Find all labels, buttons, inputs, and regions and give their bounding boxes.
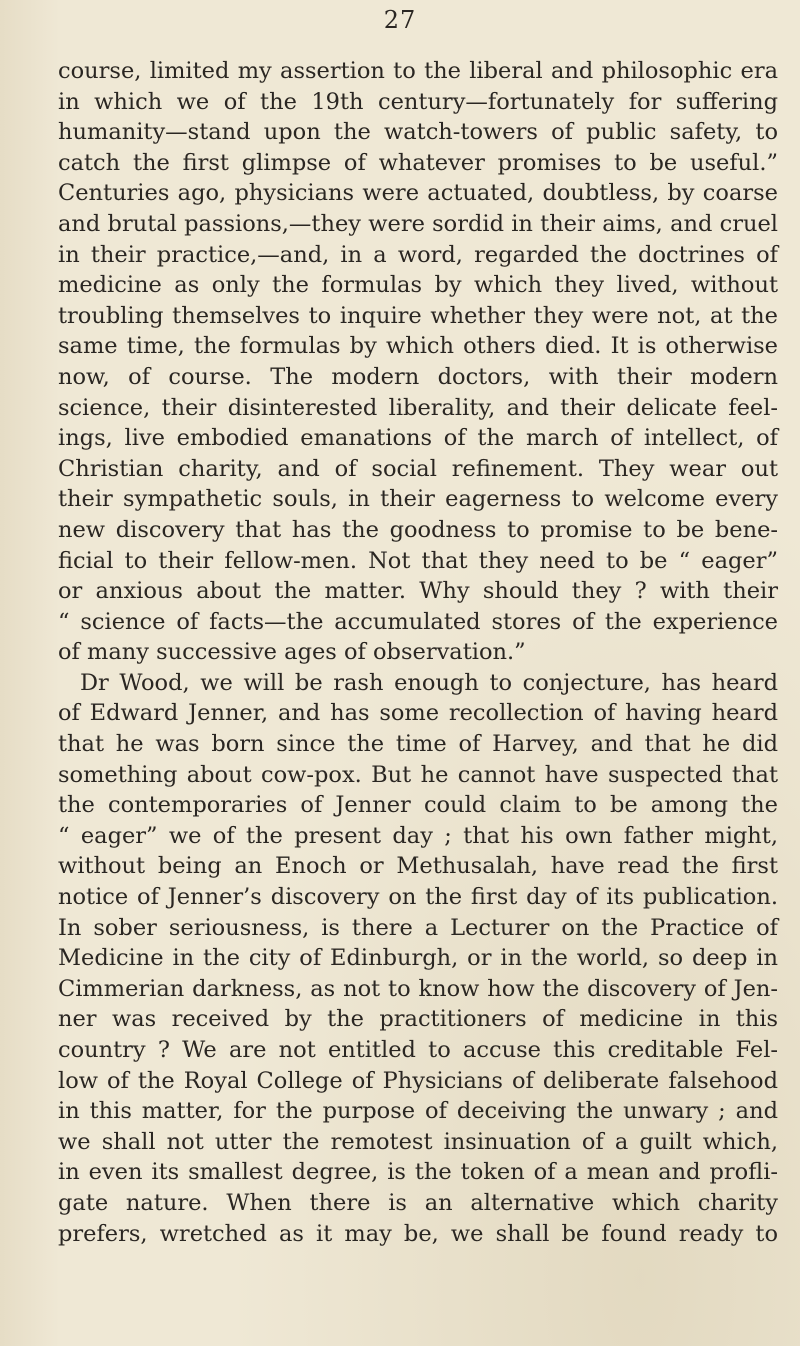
text-line: of many successive ages of observation.” [58, 639, 526, 666]
text-line: ings, live embodied emanations of the march of intellect, of [58, 425, 778, 452]
text-line: troubling themselves to inquire whether they were not, at the [58, 302, 778, 329]
text-line: and brutal passions,—they were sordid in their aims, and cruel [58, 210, 778, 237]
text-line: humanity—stand upon the watch-towers of public safety, to [58, 119, 778, 146]
text-line: course, limited my assertion to the liberal and philosophic era [58, 58, 778, 84]
text-line: their sympathetic souls, in their eagerness to welcome every [58, 486, 778, 513]
text-line: without being an Enoch or Methusalah, have read the first [58, 853, 778, 880]
text-line: In sober seriousness, is there a Lecturer on the Practice of [58, 914, 778, 941]
text-line: science, their disinterested liberality, and their delicate feel- [58, 394, 778, 421]
text-line: now, of course. The modern doctors, with their modern [58, 363, 778, 390]
text-line: “ science of facts—the accumulated stores of the experience [58, 608, 778, 635]
text-line: Cimmerian darkness, as not to know how the discovery of Jen- [58, 975, 778, 1002]
text-line: something about cow-pox. But he cannot have suspected that [58, 761, 778, 788]
page-number: 27 [383, 6, 417, 34]
text-line: in which we of the 19th century—fortunately for suffering [58, 88, 778, 115]
text-line: prefers, wretched as it may be, we shall be found ready to [58, 1220, 778, 1247]
text-line: medicine as only the formulas by which they lived, without [58, 272, 778, 299]
text-line: notice of Jenner’s discovery on the first day of its publication. [58, 884, 778, 911]
text-line: gate nature. When there is an alternative which charity [58, 1189, 778, 1216]
text-line: in their practice,—and, in a word, regarded the doctrines of [58, 241, 778, 268]
text-line: Dr Wood, we will be rash enough to conjecture, has heard [80, 669, 778, 696]
text-line: same time, the formulas by which others died. It is otherwise [58, 333, 778, 360]
body-text [58, 56, 778, 1249]
text-line: we shall not utter the remotest insinuation of a guilt which, [58, 1128, 778, 1155]
text-line: “ eager” we of the present day ; that his own father might, [58, 822, 778, 849]
text-line: Medicine in the city of Edinburgh, or in the world, so deep in [58, 945, 778, 972]
text-line: catch the first glimpse of whatever promises to be useful.” [58, 149, 778, 176]
text-line: ficial to their fellow-men. Not that they need to be “ eager” [58, 547, 778, 574]
text-line: ner was received by the practitioners of medicine in this [58, 1006, 778, 1033]
text-line: country ? We are not entitled to accuse this creditable Fel- [58, 1037, 778, 1063]
text-line: low of the Royal College of Physicians of deliberate falsehood [58, 1067, 778, 1094]
text-line: that he was born since the time of Harvey, and that he did [58, 731, 778, 758]
text-line: new discovery that has the goodness to promise to be bene- [58, 516, 778, 543]
text-line: the contemporaries of Jenner could claim to be among the [58, 792, 778, 819]
text-line: in even its smallest degree, is the token of a mean and profli- [58, 1159, 778, 1186]
text-line: Christian charity, and of social refinement. They wear out [58, 455, 778, 482]
text-line: Centuries ago, physicians were actuated, doubtless, by coarse [58, 180, 778, 207]
text-line: of Edward Jenner, and has some recollection of having heard [58, 700, 778, 727]
text-line: in this matter, for the purpose of deceiving the unwary ; and [58, 1098, 778, 1125]
text-line: or anxious about the matter. Why should they ? with their [58, 578, 778, 605]
